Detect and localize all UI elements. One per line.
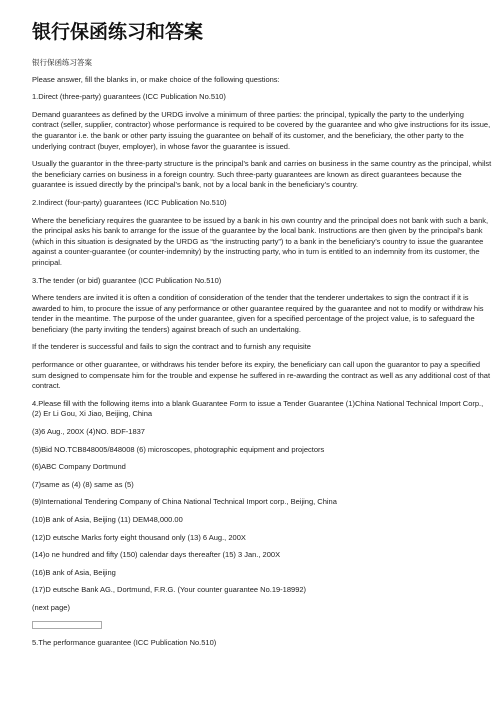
question-2-heading: 2.Indirect (four-party) guarantees (ICC Publication No.510) [32,197,227,207]
document-body [32,75,492,649]
question-4-heading: 4.Please fill with the following items into a blank Guarantee Form to issue a Tender Guarantee (1)China National Technical Import Corp., (2) Er Li Gou, Xi Jiao, Beijing, China [32,398,484,419]
paragraph: Demand guarantees as defined by the URDG involve a minimum of three parties: the principal, typically the party to the underlying contract (seller, supplier, contractor) whose performance is required to be covered by the guarantee and who give instructions for its issue, the guarantor i.e. the bank or other party issuing the guarantee on behalf of its customer, and the beneficiary, the other party to the underlying contract (buyer, employer), in whose favor the guarantee is issued. [32,109,491,151]
subtitle: 银行保函练习答案 [32,58,92,67]
list-item: (17)D eutsche Bank AG., Dortmund, F.R.G. (Your counter guarantee No.19-18992) [32,585,307,595]
paragraph: Usually the guarantor in the three-party structure is the principal’s bank and carries on business in the same country as the principal, whilst the beneficiary carries on business in a foreign country. Such three-party guarantees are known as direct guarantees because the guarantee is issued directly by the principal’s bank, not by a local bank in the beneficiary’s country. [32,159,492,190]
instructions: Please answer, fill the blanks in, or make choice of the following questions: [32,74,280,84]
paragraph: Where the beneficiary requires the guarantee to be issued by a bank in his own country and the principal does not bank with such a bank, the principal asks his bank to arrange for the issue of the guarantee by the local bank. Instructions are then given by the principal’s bank (which in this situation is designated by the URDG as “the instructing party”) to a bank in the beneficiary’s country to issue the guarantee against a counter-guarantee (or counter-indemnity) by the instructing party, who in turn is entitled to an indemnity from its customer, the principal. [32,215,489,267]
next-page-note: (next page) [32,602,70,612]
list-item: (5)Bid NO.TCB848005/848008 (6) microscopes, photographic equipment and projectors [32,444,325,454]
list-item: (14)o ne hundred and fifty (150) calendar days thereafter (15) 3 Jan., 200X [32,550,281,560]
paragraph: Where tenders are invited it is often a condition of consideration of the tender that the tenderer undertakes to sign the contract if it is awarded to him, to procure the issue of any performance or other guarantee required by the guarantee and not to modify or withdraw his tender in the meantime. The purpose of the under guarantee, given for a specified percentage of the project value, is to safeguard the beneficiary (the party inviting the tenders) against breach of such an undertaking. [32,293,484,334]
question-1-heading: 1.Direct (three-party) guarantees (ICC Publication No.510) [32,92,226,102]
list-item: (7)same as (4) (8) same as (5) [32,479,134,489]
list-item: (3)6 Aug., 200X (4)NO. BDF-1837 [32,427,145,437]
list-item: (12)D eutsche Marks forty eight thousand only (13) 6 Aug., 200X [32,532,246,542]
blank-form-box [32,621,102,629]
list-item: (9)International Tendering Company of China National Technical Import corp., Beijing, China [32,497,337,507]
list-item: (10)B ank of Asia, Beijing (11) DEM48,000.00 [32,515,183,524]
list-item: (16)B ank of Asia, Beijing [32,567,116,577]
list-item: (6)ABC Company Dortmund [32,462,126,472]
page-title: 银行保函练习和答案 [32,21,204,43]
question-5-heading: 5.The performance guarantee (ICC Publication No.510) [32,637,217,647]
paragraph: If the tenderer is successful and fails to sign the contract and to furnish any requisite [32,342,311,352]
question-3-heading: 3.The tender (or bid) guarantee (ICC Publication No.510) [32,275,222,285]
paragraph: performance or other guarantee, or withdraws his tender before its expiry, the beneficiary can call upon the guarantor to pay a specified sum designed to compensate him for the trouble and expense he suffered in re-awarding the contract as well as any additional cost of that contract. [32,360,491,391]
